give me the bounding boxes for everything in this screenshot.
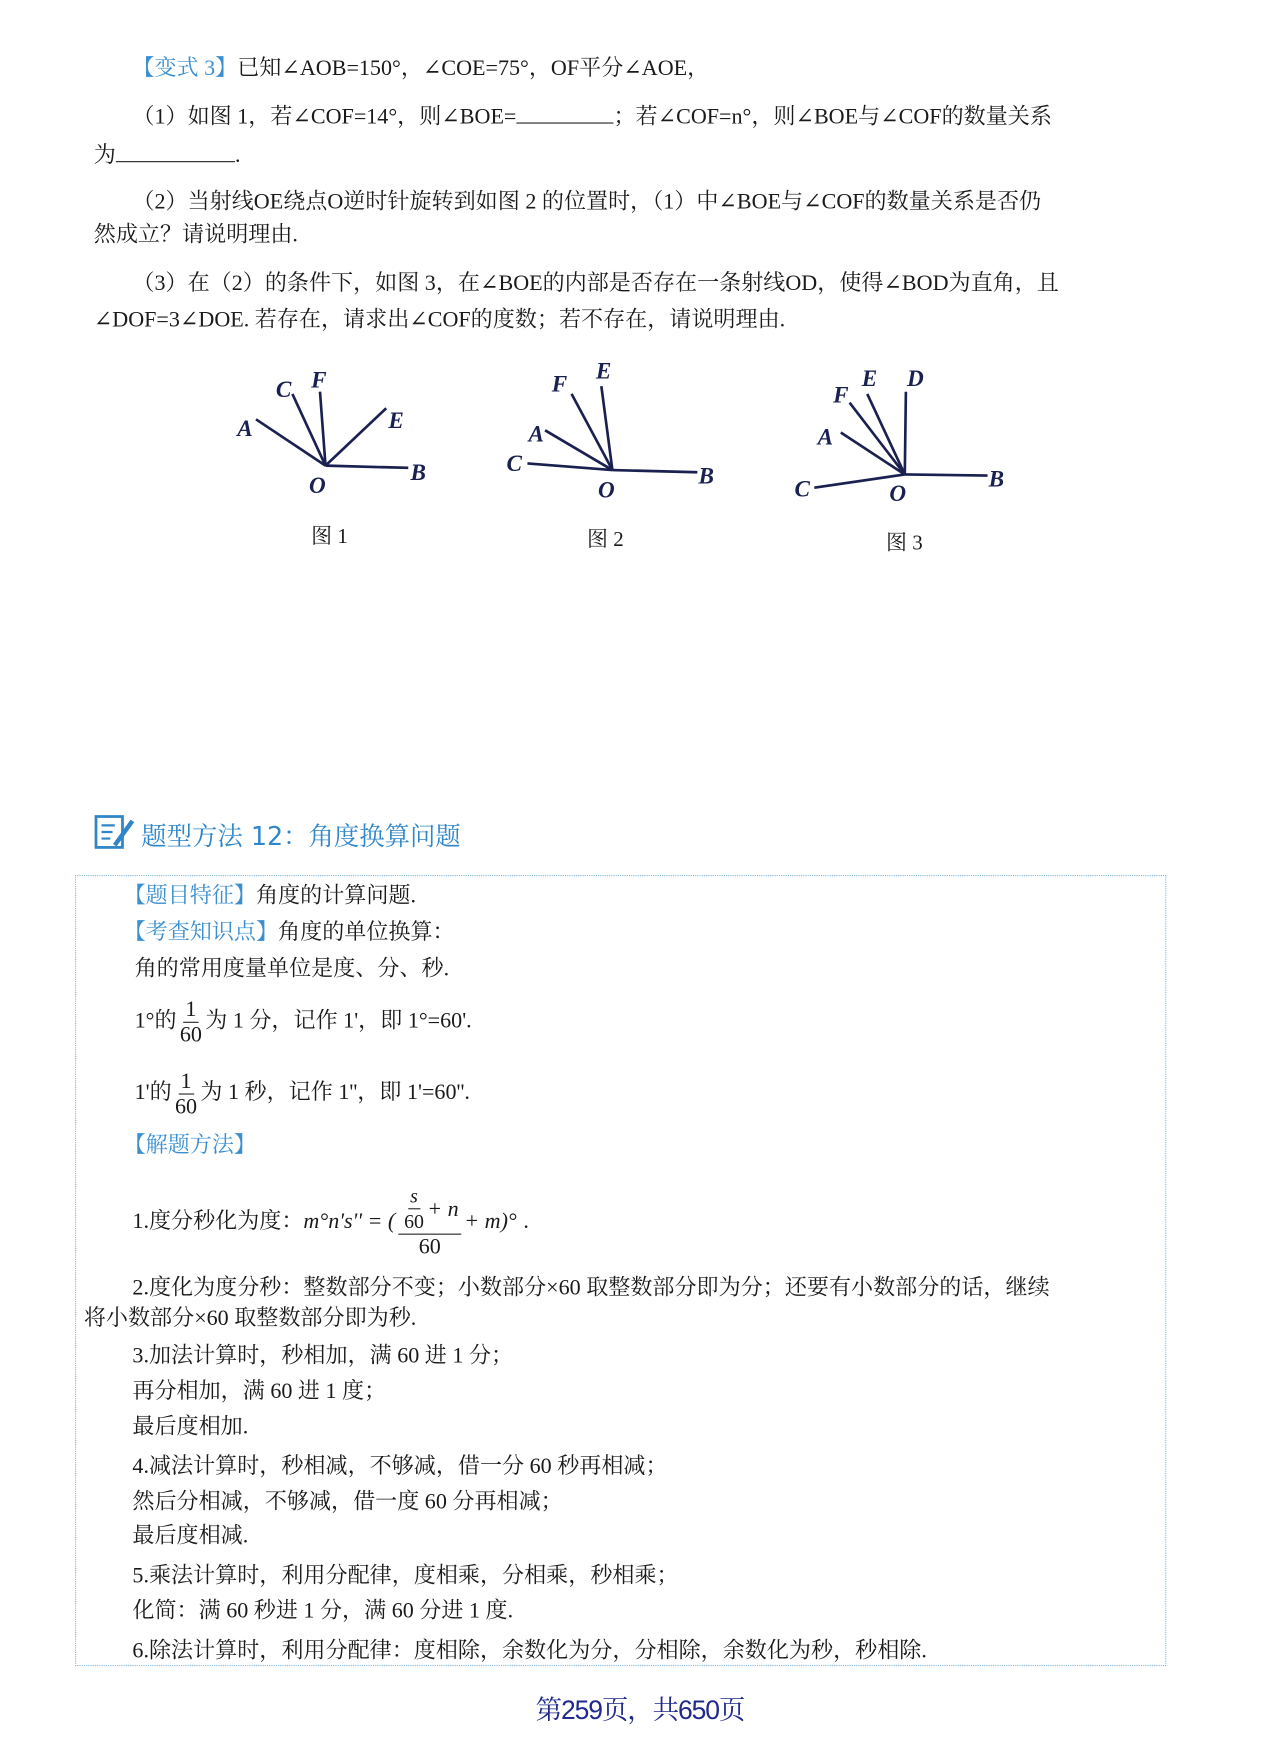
denominator: 60 <box>179 1022 202 1048</box>
denominator: 60 <box>175 1094 198 1119</box>
q1-text: （1）如图 1，若∠COF=14°，则∠BOE= <box>132 104 517 130</box>
label-A: A <box>528 421 544 448</box>
method-5-b: 化简：满 60 秒进 1 分，满 60 分进 1 度. <box>132 1598 514 1624</box>
text: + n <box>427 1196 459 1221</box>
numerator: 1 <box>183 997 198 1022</box>
formula-tail: + m)° <box>464 1209 517 1234</box>
question-3-cont: ∠DOF=3∠DOE. 若存在，请求出∠COF的度数；若不存在，请说明理由. <box>93 307 786 333</box>
text: 为 1 秒，记作 1''，即 1'=60''. <box>200 1080 470 1105</box>
ray-OB <box>326 466 409 468</box>
label-F: F <box>311 367 327 394</box>
knowledge-line <box>124 919 455 945</box>
question-3: （3）在（2）的条件下，如图 3，在∠BOE的内部是否存在一条射线OD，使得∠BOD为直角，且 <box>132 271 1059 296</box>
method-2-cont: 将小数部分×60 取整数部分即为秒. <box>83 1306 417 1331</box>
label-B: B <box>410 459 426 486</box>
label-E: E <box>595 358 612 385</box>
ray-OD <box>905 392 906 475</box>
knowledge-tag: 【考查知识点】 <box>123 920 279 945</box>
method-4-c: 最后度相减. <box>132 1523 249 1549</box>
label-O: O <box>598 477 615 504</box>
denominator: 60 <box>418 1234 441 1259</box>
text: 1'的 <box>134 1080 172 1105</box>
figure-2-caption: 图 2 <box>587 528 624 552</box>
notepad-pen-icon <box>93 812 137 852</box>
units-text: 角的常用度量单位是度、分、秒. <box>134 956 450 981</box>
numerator: s <box>408 1184 420 1209</box>
feature-text: 角度的计算问题. <box>255 883 416 909</box>
label-A: A <box>817 424 834 451</box>
method-4-b: 然后分相减，不够减，借一度 60 分再相减； <box>132 1489 563 1514</box>
label-D: D <box>906 366 924 393</box>
label-C: C <box>506 451 522 478</box>
label-A: A <box>237 415 253 442</box>
text: 为 1 分，记作 1'，即 1°=60'. <box>205 1008 472 1033</box>
formula-line <box>132 1172 528 1271</box>
intro-text: 已知∠AOB=150°，∠COE=75°，OF平分∠AOE， <box>237 56 710 81</box>
page-indicator: 第259页，共650页 <box>535 1695 745 1726</box>
label-F: F <box>833 382 849 409</box>
ray-OC <box>527 463 612 470</box>
question-2-cont: 然成立？请说明理由. <box>93 222 298 248</box>
formula-lhs: m°n's'' = ( <box>303 1209 396 1234</box>
minute-def <box>135 1067 470 1119</box>
knowledge-text: 角度的单位换算： <box>278 920 455 945</box>
q1-text-b: ；若∠COF=n°，则∠BOE与∠COF的数量关系 <box>613 104 1052 130</box>
method-tag-text: 【解题方法】 <box>123 1133 256 1158</box>
method-3-c: 最后度相加. <box>132 1414 249 1439</box>
label-B: B <box>698 463 714 490</box>
method-3-b: 再分相加，满 60 进 1 度； <box>132 1379 387 1404</box>
q1-text-c: 为 <box>93 143 116 168</box>
label-O: O <box>308 473 326 500</box>
figure-1-caption: 图 1 <box>311 525 348 549</box>
numerator <box>399 1184 461 1235</box>
label-C: C <box>275 377 292 404</box>
ray-OB <box>612 470 697 472</box>
numerator: 1 <box>178 1069 193 1094</box>
method-4: 4.减法计算时，秒相减，不够减，借一分 60 秒再相减； <box>132 1454 668 1479</box>
figure-2 <box>506 358 713 503</box>
variant-tag: 【变式 3】 <box>132 56 238 81</box>
method-3: 3.加法计算时，秒相加，满 60 进 1 分； <box>132 1343 514 1369</box>
denominator: 60 <box>404 1210 424 1233</box>
feature-line <box>124 883 416 909</box>
degree-def <box>135 995 472 1047</box>
label-C: C <box>794 476 810 503</box>
fraction <box>404 1184 424 1234</box>
label-O: O <box>889 480 907 507</box>
method-5: 5.乘法计算时，利用分配律，度相乘，分相乘，秒相乘； <box>132 1563 679 1588</box>
fraction <box>399 1184 461 1259</box>
ray-OB <box>905 474 988 475</box>
figure-3 <box>794 366 1004 507</box>
q1-text-d: . <box>235 143 241 168</box>
method-6: 6.除法计算时，利用分配律：度相除，余数化为分，分相除，余数化为秒，秒相除. <box>132 1638 927 1663</box>
label-F: F <box>551 371 568 398</box>
fraction <box>180 997 202 1047</box>
text: 1°的 <box>134 1008 177 1033</box>
text: . <box>523 1209 529 1234</box>
text: 1.度分秒化为度： <box>132 1209 304 1234</box>
figure-3-caption: 图 3 <box>886 531 923 556</box>
method-tag <box>124 1132 256 1158</box>
figure-1 <box>235 367 426 499</box>
label-E: E <box>861 366 878 393</box>
section-title: 题型方法 12：角度换算问题 <box>141 823 461 852</box>
method-2: 2.度化为度分秒：整数部分不变；小数部分×60 取整数部分即为分；还要有小数部分的话，继续 <box>132 1275 1050 1300</box>
question-2: （2）当射线OE绕点O逆时针旋转到如图 2 的位置时，（1）中∠BOE与∠COF的数量关系是否仍 <box>132 189 1042 215</box>
label-B: B <box>988 466 1005 493</box>
ray-OE <box>326 408 387 465</box>
angle-figures <box>0 0 1280 574</box>
feature-tag: 【题目特征】 <box>123 883 256 909</box>
fraction <box>175 1069 197 1119</box>
label-E: E <box>388 408 404 435</box>
